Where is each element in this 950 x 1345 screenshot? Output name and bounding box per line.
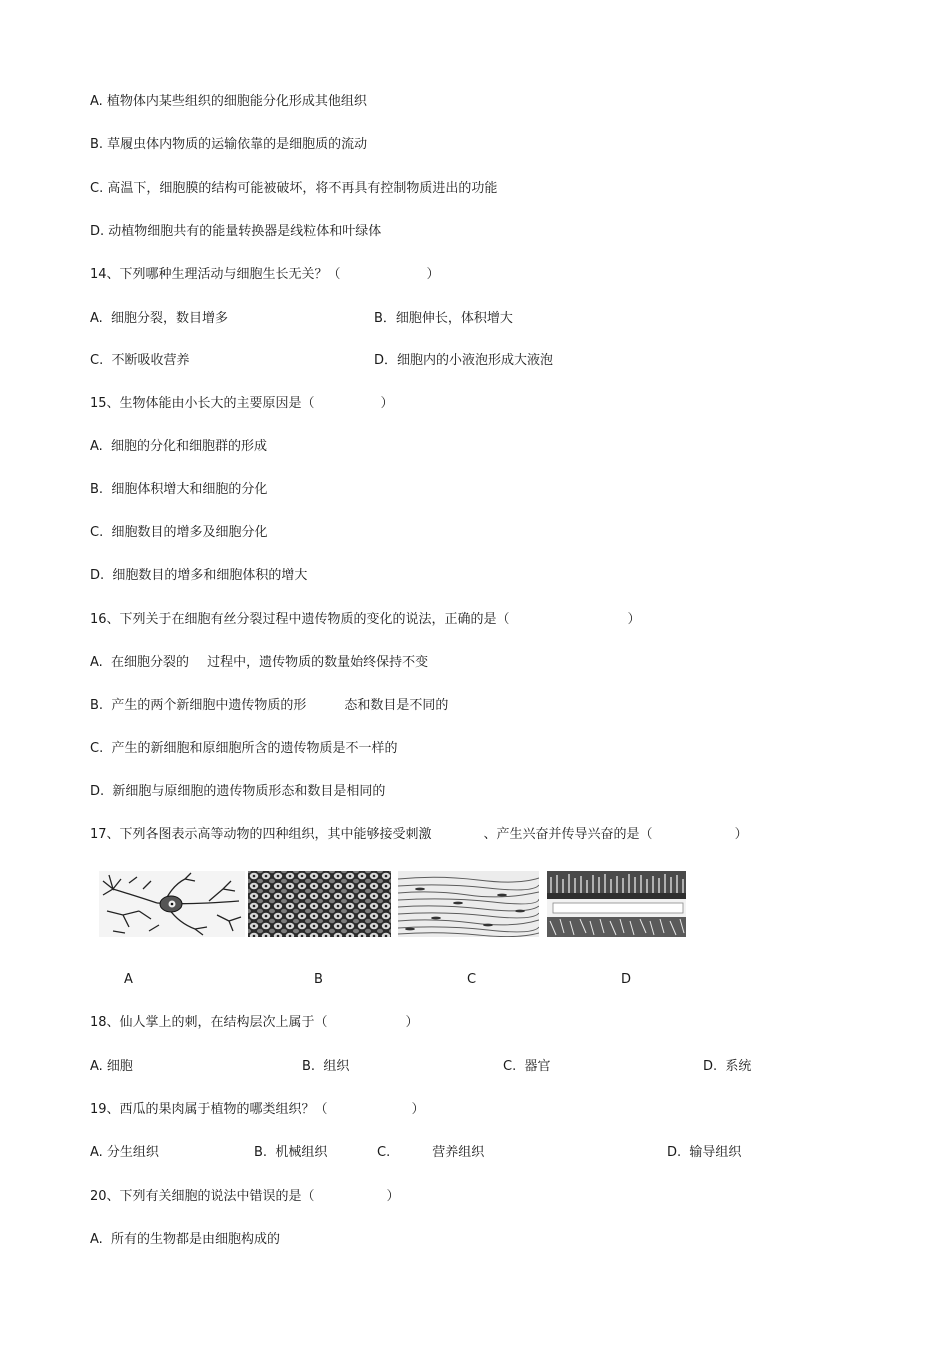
q16-option-a bbox=[90, 655, 428, 671]
q14-stem bbox=[90, 267, 440, 283]
q14-option-d: D．细胞内的小液泡形成大液泡 bbox=[374, 353, 554, 368]
q17-figure-d-connective-tissue bbox=[547, 871, 686, 937]
q16-option-a-part2: 过程中，遗传物质的数量始终保持不变 bbox=[207, 655, 429, 670]
q15-close-paren: ） bbox=[380, 396, 394, 411]
q14-stem-text: 14、下列哪种生理活动与细胞生长无关？（ bbox=[90, 267, 341, 282]
q17-figure-a-nerve-tissue bbox=[99, 871, 245, 937]
q17-figure-label-d: D bbox=[621, 972, 632, 987]
q17-figure-c-muscle-tissue bbox=[398, 871, 539, 937]
q13-option-a: A. 植物体内某些组织的细胞能分化形成其他组织 bbox=[90, 94, 367, 109]
q16-option-c: C. 产生的新细胞和原细胞所含的遗传物质是不一样的 bbox=[90, 741, 398, 756]
q17-figure-label-c: C bbox=[467, 972, 477, 987]
q15-stem bbox=[90, 396, 394, 412]
q16-stem bbox=[90, 612, 641, 628]
q13-option-b: B. 草履虫体内物质的运输依靠的是细胞质的流动 bbox=[90, 137, 368, 152]
q15-option-b: B. 细胞体积增大和细胞的分化 bbox=[90, 482, 268, 497]
q19-option-c-letter: C. bbox=[377, 1145, 391, 1160]
q17-figure-label-b: B bbox=[314, 972, 323, 987]
q18-option-a: A. 细胞 bbox=[90, 1059, 133, 1074]
q18-close-paren: ） bbox=[405, 1015, 419, 1030]
q19-close-paren: ） bbox=[411, 1102, 425, 1117]
q13-option-d: D. 动植物细胞共有的能量转换器是线粒体和叶绿体 bbox=[90, 224, 382, 239]
q14-option-a: A. 细胞分裂，数目增多 bbox=[90, 311, 229, 326]
q19-option-b: B. 机械组织 bbox=[254, 1145, 328, 1160]
q20-option-a: A. 所有的生物都是由细胞构成的 bbox=[90, 1232, 281, 1247]
q15-stem-text: 15、生物体能由小长大的主要原因是（ bbox=[90, 396, 315, 411]
q13-option-c: C. 高温下，细胞膜的结构可能被破坏，将不再具有控制物质进出的功能 bbox=[90, 181, 498, 196]
q19-stem-text: 19、西瓜的果肉属于植物的哪类组织？（ bbox=[90, 1102, 328, 1117]
q18-option-c: C. 器官 bbox=[503, 1059, 551, 1074]
q16-option-b-part1: B. 产生的两个新细胞中遗传物质的形 bbox=[90, 698, 307, 713]
q19-option-a: A. 分生组织 bbox=[90, 1145, 159, 1160]
q19-option-c bbox=[377, 1145, 484, 1161]
q18-option-b: B. 组织 bbox=[302, 1059, 350, 1074]
q17-figure-b-epithelial-tissue bbox=[248, 871, 391, 937]
q15-option-a: A. 细胞的分化和细胞群的形成 bbox=[90, 439, 268, 454]
q18-option-d: D. 系统 bbox=[703, 1059, 752, 1074]
q14-option-c: C. 不断吸收营养 bbox=[90, 353, 190, 368]
q19-option-c-text: 营养组织 bbox=[432, 1145, 485, 1160]
q17-stem bbox=[90, 827, 748, 843]
q20-stem-text: 20、下列有关细胞的说法中错误的是（ bbox=[90, 1189, 315, 1204]
q14-option-b: B．细胞伸长，体积增大 bbox=[374, 311, 513, 326]
q17-stem-part2: 、产生兴奋并传导兴奋的是（ bbox=[483, 827, 653, 842]
q15-option-c: C. 细胞数目的增多及细胞分化 bbox=[90, 525, 268, 540]
q18-stem-text: 18、仙人掌上的刺，在结构层次上属于（ bbox=[90, 1015, 328, 1030]
q17-close-paren: ） bbox=[734, 827, 748, 842]
q16-option-b bbox=[90, 698, 448, 714]
q17-stem-part1: 17、下列各图表示高等动物的四种组织，其中能够接受刺激 bbox=[90, 827, 432, 842]
q19-option-d: D. 输导组织 bbox=[667, 1145, 742, 1160]
q17-figure-label-a: A bbox=[124, 972, 133, 987]
q16-stem-text: 16、下列关于在细胞有丝分裂过程中遗传物质的变化的说法，正确的是（ bbox=[90, 612, 510, 627]
q16-option-b-part2: 态和数目是不同的 bbox=[344, 698, 449, 713]
q15-option-d: D. 细胞数目的增多和细胞体积的增大 bbox=[90, 568, 308, 583]
q20-close-paren: ） bbox=[386, 1189, 400, 1204]
q16-option-a-part1: A. 在细胞分裂的 bbox=[90, 655, 190, 670]
q20-stem bbox=[90, 1189, 400, 1205]
q19-stem bbox=[90, 1102, 425, 1118]
q16-option-d: D. 新细胞与原细胞的遗传物质形态和数目是相同的 bbox=[90, 784, 386, 799]
q16-close-paren: ） bbox=[627, 612, 641, 627]
q18-stem bbox=[90, 1015, 419, 1031]
q14-close-paren: ） bbox=[426, 267, 440, 282]
